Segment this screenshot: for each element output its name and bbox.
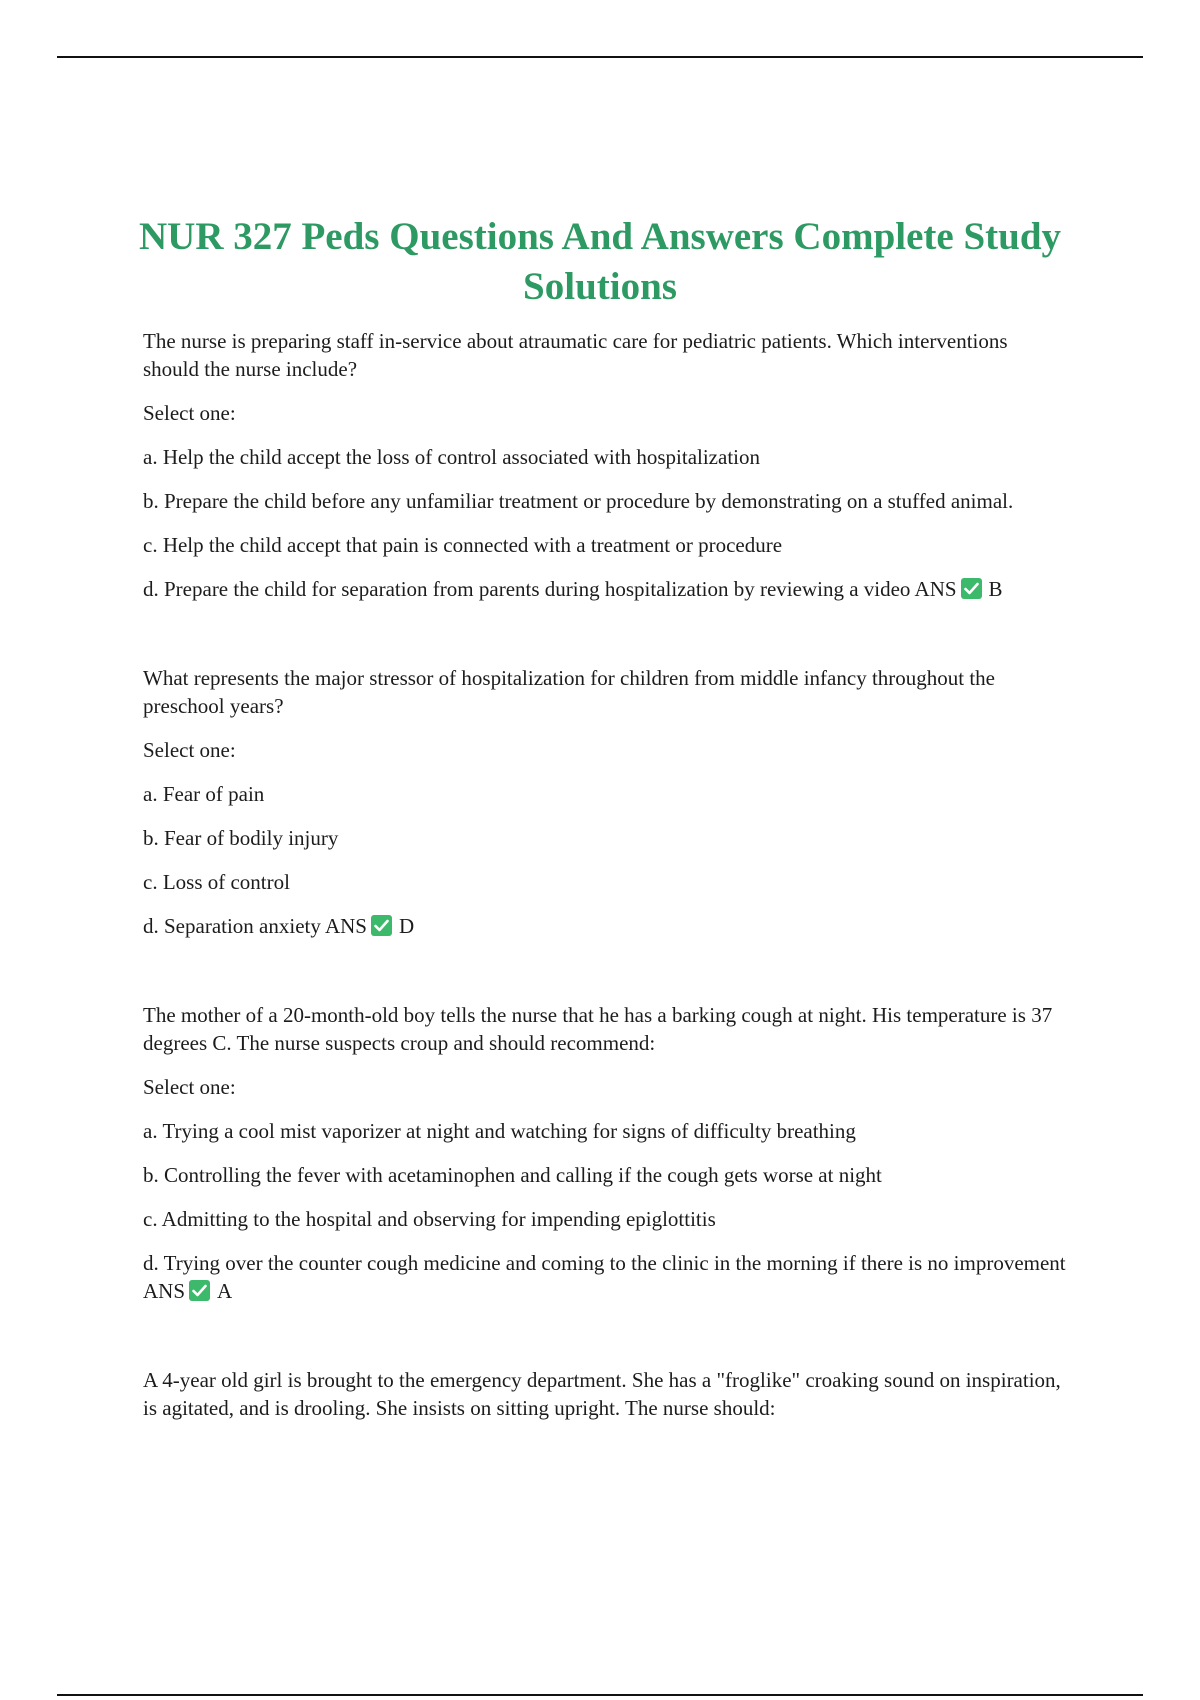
top-rule <box>57 56 1143 58</box>
answer-marker: ANS <box>914 577 957 601</box>
answer-option: a. Fear of pain <box>143 782 265 806</box>
answer-options <box>143 443 1068 603</box>
select-one-label: Select one: <box>143 738 236 762</box>
answer-option-text: d. Trying over the counter cough medicine and coming to the clinic in the morning if there is no improvement <box>143 1251 1066 1275</box>
question-block <box>143 664 1068 940</box>
correct-answer: A <box>217 1279 233 1303</box>
answer-option: c. Loss of control <box>143 870 290 894</box>
answer-option-with-answer <box>143 575 1068 603</box>
check-mark-icon <box>961 578 982 599</box>
document-body <box>143 327 1068 1438</box>
select-one-label: Select one: <box>143 401 236 425</box>
check-mark-icon <box>371 915 392 936</box>
answer-option: a. Help the child accept the loss of control associated with hospitalization <box>143 445 760 469</box>
answer-marker: ANS <box>324 914 367 938</box>
answer-marker: ANS <box>143 1279 186 1303</box>
question-text: A 4-year old girl is brought to the emergency department. She has a "froglike" croaking sound on inspiration, is agitated, and is drooling. She insists on sitting upright. The nurse should: <box>143 1368 1061 1420</box>
select-one-label: Select one: <box>143 1075 236 1099</box>
answer-option: c. Admitting to the hospital and observing for impending epiglottitis <box>143 1207 716 1231</box>
correct-answer: B <box>988 577 1003 601</box>
question-text: The nurse is preparing staff in-service about atraumatic care for pediatric patients. Which interventions should the nurse include? <box>143 329 1008 381</box>
answer-option: c. Help the child accept that pain is connected with a treatment or procedure <box>143 533 783 557</box>
question-text: The mother of a 20-month-old boy tells the nurse that he has a barking cough at night. His temperature is 37 degrees C. The nurse suspects croup and should recommend: <box>143 1003 1053 1055</box>
answer-option-with-answer <box>143 1249 1068 1305</box>
answer-options <box>143 1117 1068 1305</box>
answer-option-text: d. Prepare the child for separation from parents during hospitalization by reviewing a video <box>143 577 911 601</box>
answer-option-text: d. Separation anxiety <box>143 914 321 938</box>
question-block <box>143 1366 1068 1422</box>
question-text: What represents the major stressor of hospitalization for children from middle infancy throughout the preschool years? <box>143 666 996 718</box>
check-mark-icon <box>189 1280 210 1301</box>
answer-option: b. Fear of bodily injury <box>143 826 339 850</box>
answer-options <box>143 780 1068 940</box>
bottom-rule <box>57 1694 1143 1696</box>
answer-option: b. Controlling the fever with acetaminophen and calling if the cough gets worse at night <box>143 1163 882 1187</box>
correct-answer: D <box>398 914 415 938</box>
document-title: NUR 327 Peds Questions And Answers Complete Study Solutions <box>138 215 1062 308</box>
answer-option: a. Trying a cool mist vaporizer at night and watching for signs of difficulty breathing <box>143 1119 856 1143</box>
question-block <box>143 327 1068 603</box>
question-block <box>143 1001 1068 1305</box>
answer-option: b. Prepare the child before any unfamiliar treatment or procedure by demonstrating on a stuffed animal. <box>143 489 1014 513</box>
answer-option-with-answer <box>143 912 1068 940</box>
